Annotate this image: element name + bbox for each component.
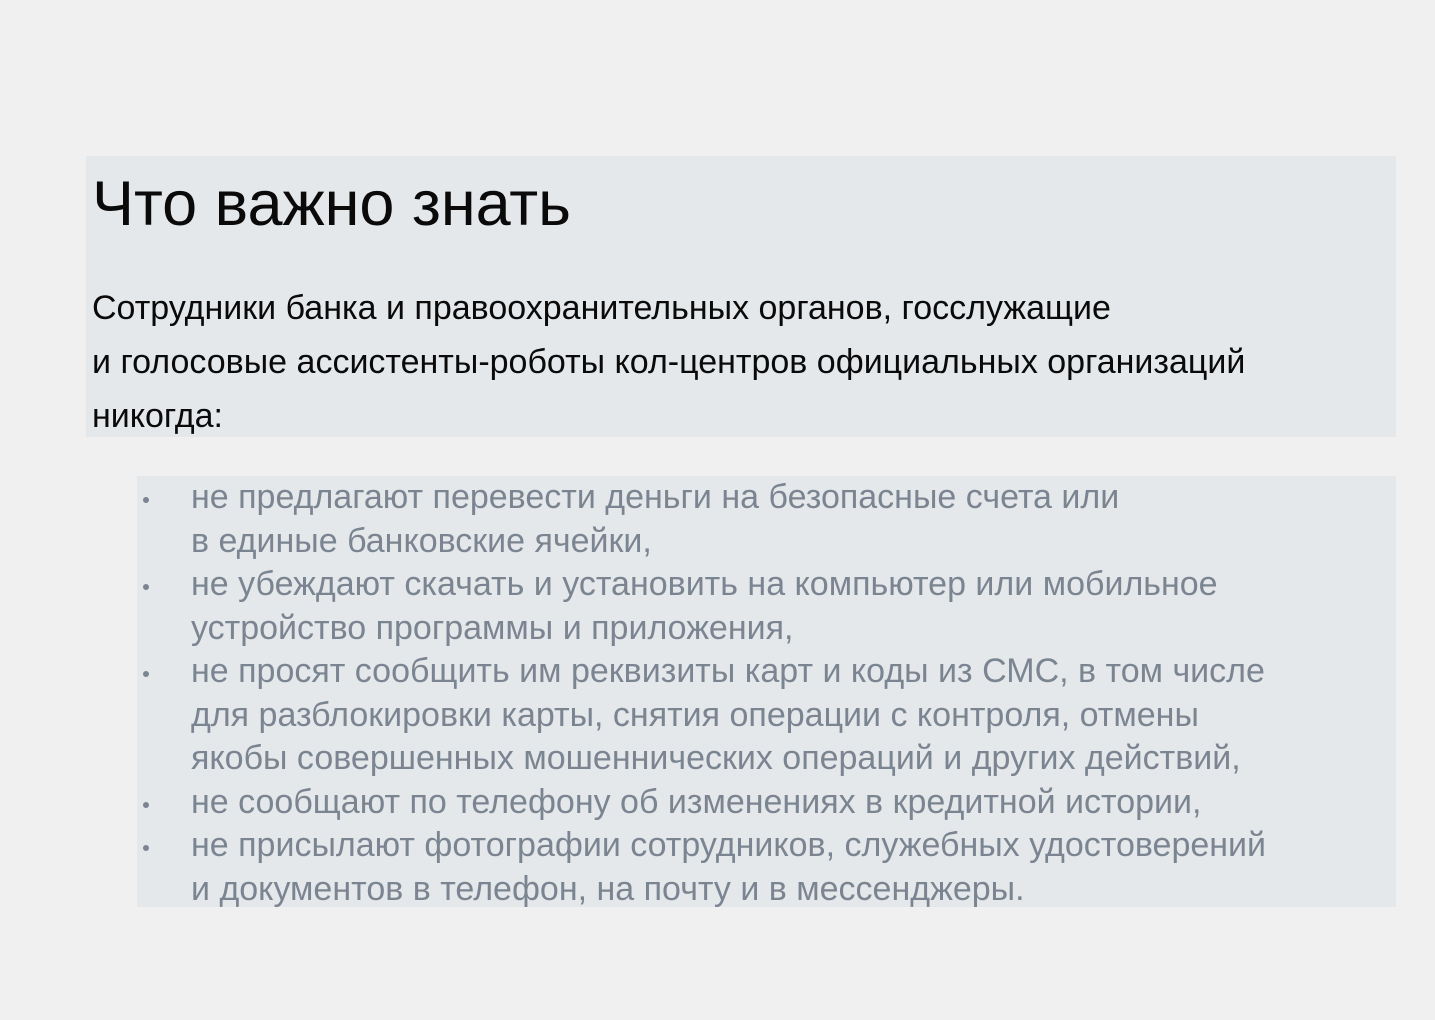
list-item-line: для разблокировки карты, снятия операции с контроля, отмены <box>191 695 1199 734</box>
list-item-line: не сообщают по телефону об изменениях в кредитной истории, <box>191 782 1202 821</box>
intro-line: и голосовые ассистенты-роботы кол-центров официальных организаций <box>92 343 1246 381</box>
intro-line: никогда: <box>92 397 224 435</box>
list-item <box>137 476 1266 563</box>
rules-list <box>137 476 1266 911</box>
bullet-icon <box>143 802 149 808</box>
intro-panel <box>86 156 1396 437</box>
rules-panel <box>137 476 1396 907</box>
bullet-icon <box>143 497 149 503</box>
intro-paragraph <box>92 281 1245 443</box>
list-item <box>137 563 1266 650</box>
intro-line: Сотрудники банка и правоохранительных органов, госслужащие <box>92 289 1111 327</box>
list-item <box>137 824 1266 911</box>
list-item-line: не просят сообщить им реквизиты карт и коды из СМС, в том числе <box>191 652 1265 690</box>
list-item-line: не убеждают скачать и установить на компьютер или мобильное <box>191 565 1218 603</box>
bullet-icon <box>143 584 149 590</box>
list-item-line: не предлагают перевести деньги на безопасные счета или <box>191 478 1120 516</box>
bullet-icon <box>143 845 149 851</box>
list-item-line: и документов в телефон, на почту и в мессенджеры. <box>191 869 1025 908</box>
list-item <box>137 781 1266 825</box>
list-item-line: в единые банковские ячейки, <box>191 521 652 560</box>
page-title: Что важно знать <box>92 169 571 239</box>
list-item-line: устройство программы и приложения, <box>191 608 794 647</box>
list-item-line: якобы совершенных мошеннических операций и других действий, <box>191 739 1241 777</box>
list-item <box>137 650 1266 781</box>
list-item-line: не присылают фотографии сотрудников, служебных удостоверений <box>191 826 1267 864</box>
bullet-icon <box>143 671 149 677</box>
